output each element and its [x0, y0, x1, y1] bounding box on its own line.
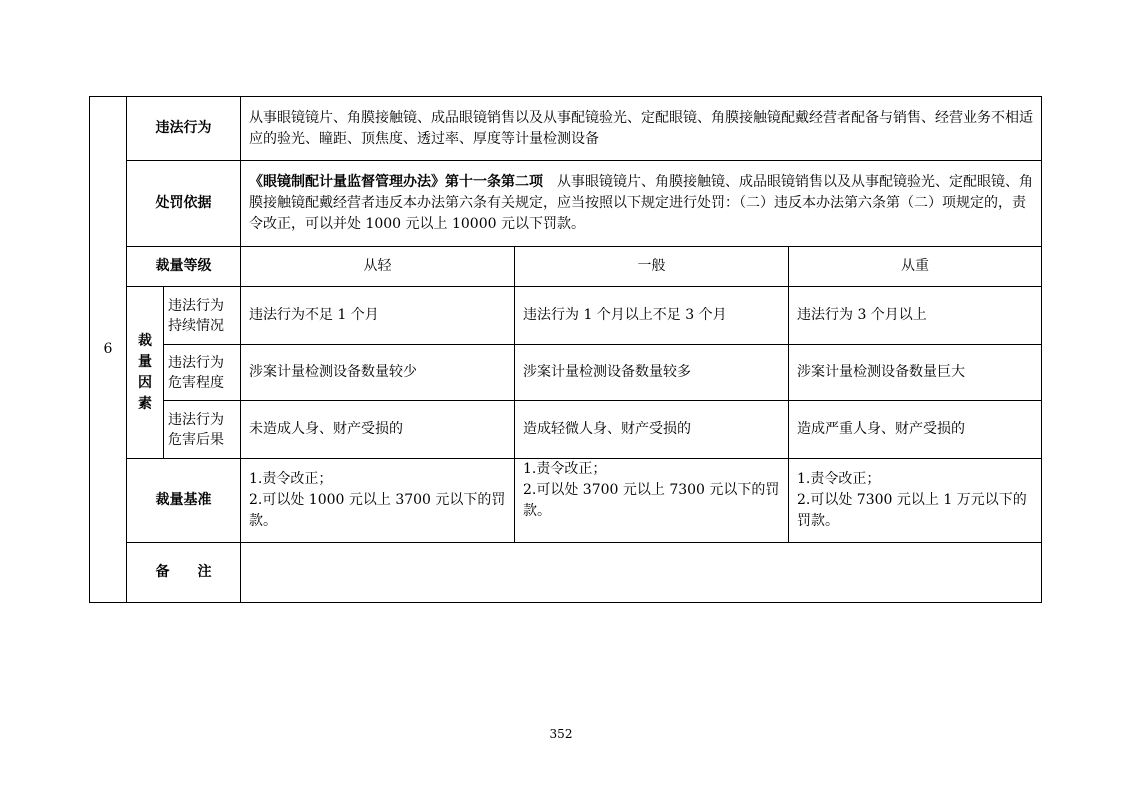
levels-label: 裁量等级 — [127, 247, 241, 287]
factor-name-line: 危害后果 — [168, 431, 224, 448]
basis-title: 《眼镜制配计量监督管理办法》第十一条第二项 — [249, 174, 543, 190]
basis-content — [241, 161, 1042, 247]
basis-row — [90, 161, 1042, 247]
basis-text: 从事眼镜镜片、角膜接触镜、成品眼镜销售以及从事配镜验光、定配眼镜、角膜接触镜配戴经营者违反本办法第六条有关规定，应当按照以下规定进行处罚：（二）违反本办法第六条第（二）项规定的，责令改正，可以并处 1000 元以上 10000 元以下罚款。 — [249, 174, 1033, 232]
level-general: 一般 — [515, 247, 789, 287]
violation-text: 从事眼镜镜片、角膜接触镜、成品眼镜销售以及从事配镜验光、定配眼镜、角膜接触镜配戴经营者配备与销售、经营业务不相适应的验光、瞳距、顶焦度、透过率、厚度等计量检测设备 — [241, 97, 1042, 161]
factor-row-degree — [90, 345, 1042, 401]
factors-label-char: 素 — [138, 395, 152, 412]
factor-name-line: 持续情况 — [168, 317, 224, 334]
standard-row — [90, 459, 1042, 543]
remarks-value — [241, 543, 1042, 603]
factor-name-line: 危害程度 — [168, 374, 224, 391]
factor-degree-lenient: 涉案计量检测设备数量较少 — [241, 345, 515, 401]
factor-name-line: 违法行为 — [168, 411, 224, 428]
standard-lenient: 1.责令改正； 2.可以处 1000 元以上 3700 元以下的罚款。 — [241, 459, 515, 543]
row-number: 6 — [90, 97, 127, 603]
factors-label-char: 裁 — [138, 332, 152, 349]
factors-label-char: 量 — [138, 353, 152, 370]
factors-label-char: 因 — [138, 374, 152, 391]
factor-name-line: 违法行为 — [168, 297, 224, 314]
remarks-label: 备 注 — [127, 543, 241, 603]
factor-name-duration — [164, 287, 241, 345]
violation-label: 违法行为 — [127, 97, 241, 161]
factors-label — [127, 287, 164, 459]
remarks-row — [90, 543, 1042, 603]
violation-row — [90, 97, 1042, 161]
level-severe: 从重 — [789, 247, 1042, 287]
standard-label: 裁量基准 — [127, 459, 241, 543]
factor-row-consequence — [90, 401, 1042, 459]
factor-duration-general: 违法行为 1 个月以上不足 3 个月 — [515, 287, 789, 345]
basis-label: 处罚依据 — [127, 161, 241, 247]
factor-consequence-general: 造成轻微人身、财产受损的 — [515, 401, 789, 459]
factor-row-duration — [90, 287, 1042, 345]
page-number: 352 — [549, 727, 573, 741]
factor-degree-severe: 涉案计量检测设备数量巨大 — [789, 345, 1042, 401]
penalty-discretion-table — [89, 96, 1042, 603]
levels-row — [90, 247, 1042, 287]
standard-severe: 1.责令改正； 2.可以处 7300 元以上 1 万元以下的罚款。 — [789, 459, 1042, 543]
standard-general: 1.责令改正； 2.可以处 3700 元以上 7300 元以下的罚款。 — [515, 459, 789, 543]
factor-name-line: 违法行为 — [168, 354, 224, 371]
factor-degree-general: 涉案计量检测设备数量较多 — [515, 345, 789, 401]
factor-name-degree — [164, 345, 241, 401]
factor-duration-lenient: 违法行为不足 1 个月 — [241, 287, 515, 345]
factor-name-consequence — [164, 401, 241, 459]
factor-consequence-lenient: 未造成人身、财产受损的 — [241, 401, 515, 459]
level-lenient: 从轻 — [241, 247, 515, 287]
factor-duration-severe: 违法行为 3 个月以上 — [789, 287, 1042, 345]
factor-consequence-severe: 造成严重人身、财产受损的 — [789, 401, 1042, 459]
